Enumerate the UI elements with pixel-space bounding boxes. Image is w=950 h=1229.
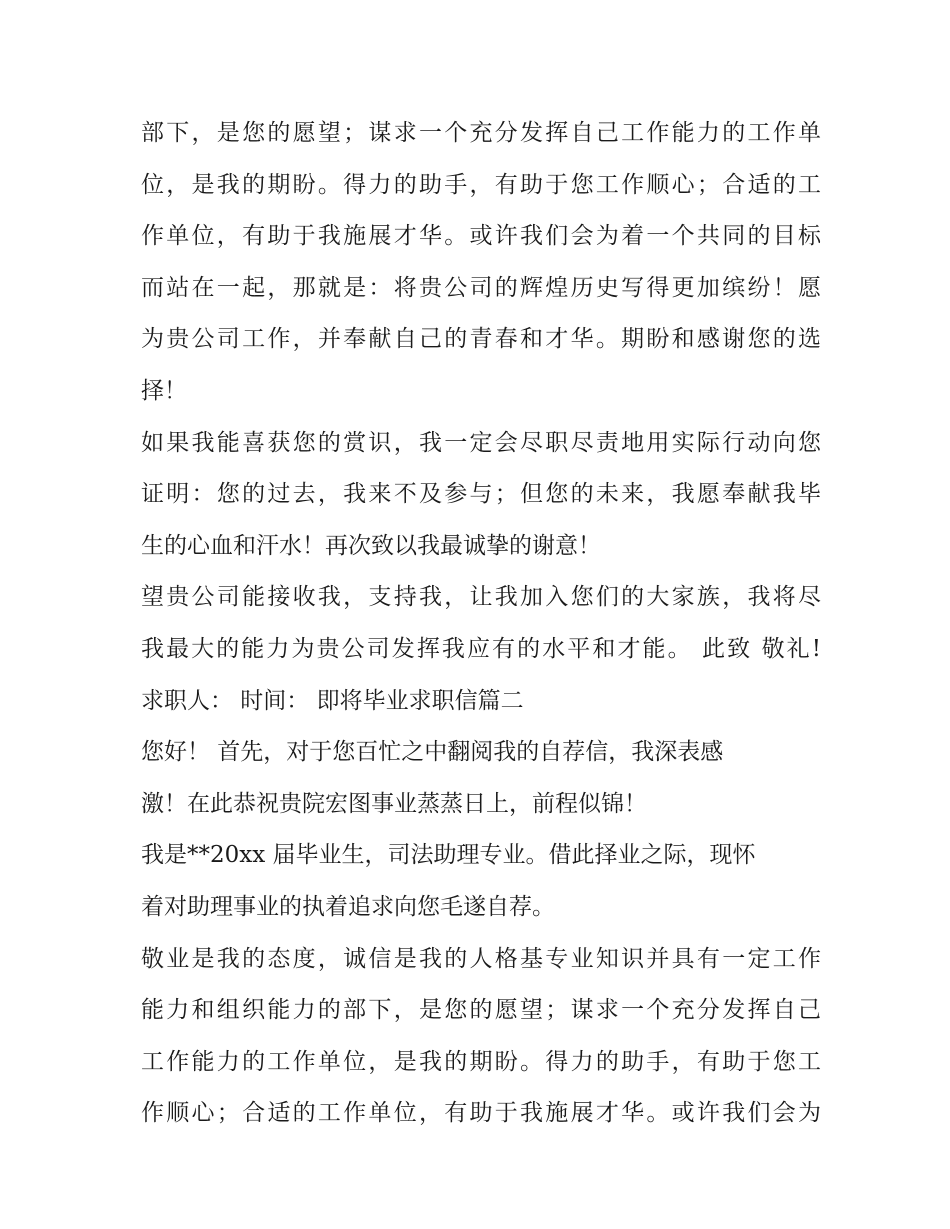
text-line: 证明：您的过去，我来不及参与；但您的未来，我愿奉献我毕 (141, 481, 821, 508)
text-line: 我是**20xx 届毕业生，司法助理专业。借此择业之际，现怀 (141, 842, 756, 869)
text-line: 您好！ 首先，对于您百忙之中翻阅我的自荐信，我深表感 (141, 739, 724, 766)
text-line: 激！在此恭祝贵院宏图事业蒸蒸日上，前程似锦！ (141, 790, 647, 817)
text-line: 望贵公司能接收我，支持我，让我加入您们的大家族，我将尽 (141, 584, 821, 611)
text-line: 着对助理事业的执着追求向您毛遂自荐。 (141, 893, 555, 920)
text-line: 部下，是您的愿望；谋求一个充分发挥自己工作能力的工作单 (141, 120, 821, 146)
text-line: 能力和组织能力的部下，是您的愿望；谋求一个充分发挥自己 (141, 997, 821, 1024)
text-line: 求职人： 时间： 即将毕业求职信篇二 (141, 687, 524, 714)
text-line: 工作能力的工作单位，是我的期盼。得力的助手，有助于您工 (141, 1048, 821, 1075)
text-line: 位，是我的期盼。得力的助手，有助于您工作顺心；合适的工 (141, 171, 821, 198)
text-line: 如果我能喜获您的赏识，我一定会尽职尽责地用实际行动向您 (141, 429, 821, 456)
text-line: 生的心血和汗水！再次致以我最诚挚的谢意！ (141, 532, 601, 559)
text-line: 为贵公司工作，并奉献自己的青春和才华。期盼和感谢您的选 (141, 326, 821, 353)
text-line: 敬业是我的态度，诚信是我的人格基专业知识并具有一定工作 (141, 945, 821, 972)
text-line: 作单位，有助于我施展才华。或许我们会为着一个共同的目标 (141, 223, 821, 250)
text-line: 择！ (141, 377, 187, 404)
text-line: 我最大的能力为贵公司发挥我应有的水平和才能。 此致 敬礼! (141, 635, 821, 662)
text-line: 作顺心；合适的工作单位，有助于我施展才华。或许我们会为 (141, 1100, 821, 1127)
body-text (141, 108, 821, 1140)
text-line: 而站在一起，那就是：将贵公司的辉煌历史写得更加缤纷！愿 (141, 274, 821, 301)
